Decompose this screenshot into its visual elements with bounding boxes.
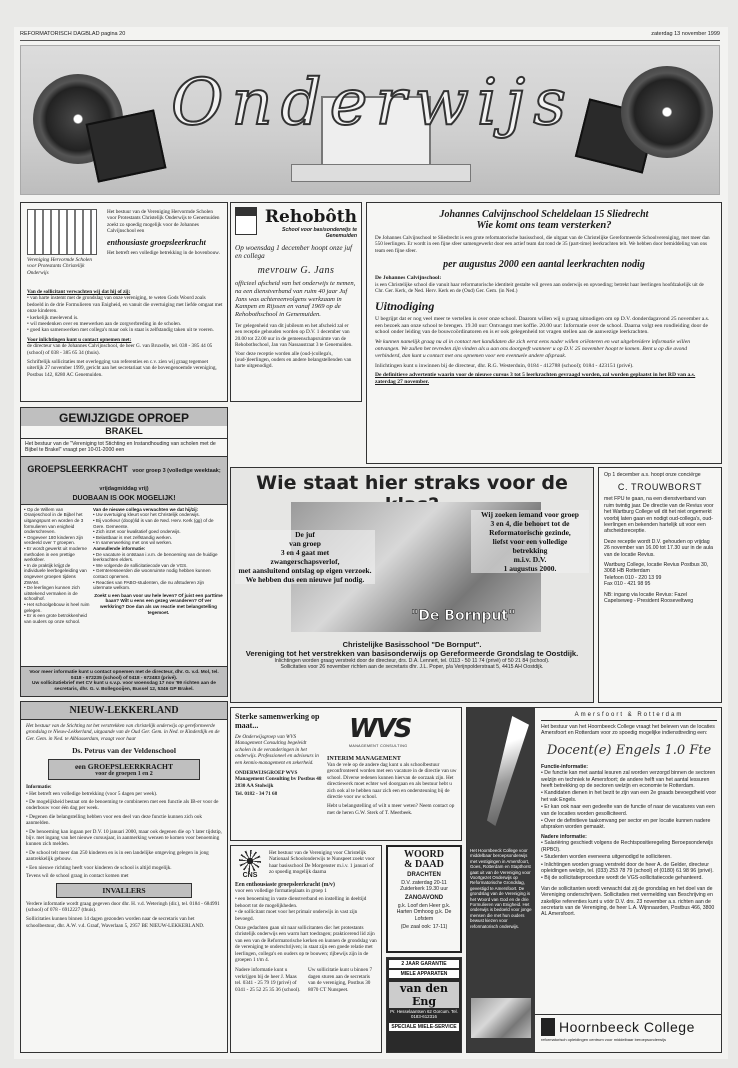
job-title: Docent(e) Engels 1.0 Fte	[546, 742, 712, 758]
callout-line: Wij zoeken iemand voor groep	[481, 510, 579, 519]
list-item: • Geïnteresseerden die woonruimte nodig hebben kunnen contact opnemen.	[93, 568, 224, 579]
function-list	[541, 770, 717, 831]
reception-text: Deze receptie wordt D.V. gehouden op vrijdag 26 november van 16.00 tot 17.30 uur in de aula van de locatie Revius.	[604, 538, 714, 558]
list-item: • Het schoolgebouw is heel ruim gelegen.	[24, 602, 90, 613]
guarantee-tag: 2 JAAR GARANTIE	[389, 960, 459, 968]
ad-title-line1: WOORD	[404, 849, 444, 860]
ad-place: BRAKEL	[21, 426, 227, 439]
function-title: Functie-informatie:	[541, 763, 588, 770]
right-callout	[471, 510, 589, 573]
list-item: • De mogelijkheid bestaat om de benoeming te combineren met een functie als IB-er voor de onderbouw voor één dag per week.	[26, 799, 222, 812]
ad-de-bornput	[230, 467, 594, 703]
ad-trouwborst	[598, 467, 722, 703]
list-item: • Er wordt gewerkt uit moderne methoden in een prettige werksfeer.	[24, 546, 90, 563]
callout-line: De juf	[295, 530, 315, 539]
list-item: • Een nieuwe richting heeft voor kinderen de school is altijd mogelijk.	[26, 865, 222, 871]
reception-text: Ter gelegenheid van dit jubileum en het afscheid zal er een receptie gehouden worden op D.V. 1 december van 20.00 tot 22.00 uur in de gemeenschapsruimte van de Rehobothschool, Jan van Nassaustraat 3 te Genemuiden.	[235, 322, 353, 349]
closing-text: Van de sollicitanten wordt verwacht dat zij de grondslag en het doel van de Vereniging onderschrijven. Sollicitaties met vermelding van Beschrijving en zakelijke referenties kunt u vóór D.V. drs. 23 november a.s. richten aan de secretaris van de Vereniging, de heer L.A. Wijnnaarden, Postbus 466, 3800 AL Amersfoort.	[541, 885, 715, 918]
interim-title: INTERIM MANAGEMENT	[327, 756, 401, 762]
org-line: voor Protestants Christelijk Onderwijs	[27, 263, 85, 276]
deadline-text: Uw sollicitatiebrief met CV kunt u s.v.p. voor woensdag 17 nov '99 richten aan de secretaris, dhr. G. v. Bollegooijen, Bussel 12, 5346 GP Brakel.	[32, 681, 216, 693]
list-item: • In de praktijk krijgt de individuele leerbegeleiding van ongeveer groepen tijdens ZWAM.	[24, 563, 90, 585]
ad-nieuw-lekkerland	[20, 701, 228, 1053]
person-name: C. TROUWBORST	[617, 482, 703, 493]
list-item: • Bij voorkeur (doop)lid is van de Ned. Herv. Kerk (gg) of de Gere. Gemeente.	[93, 518, 224, 529]
ad-title: Sterke samenwerking op maat...	[235, 712, 320, 730]
brand-name: van den Eng	[389, 982, 459, 1008]
contact-text: Hebt u belangstelling of wilt u meer weten? Neem contact op met de heren G.W. Sterk of T. Meerbeek.	[327, 803, 455, 816]
ad-title-line2: & DAAD	[404, 859, 444, 870]
ad-rehoboth	[230, 202, 362, 402]
deadline-text: Sollicitaties voor 26 november richten aan de secretaris dhr. J.L. Poper, p/a Verijnpolderstraat 5, 4415 AH Oostdijk.	[280, 664, 544, 671]
final-notice: De definitieve advertentie waarin voor de nieuwe cursus 3 tot 5 leerkrachten gevraagd worden, zal worden geplaatst in het RD van a.s. zaterdag 27 november.	[375, 372, 696, 386]
invitation-heading: Uitnodiging	[375, 298, 435, 313]
school-name: Ds. Petrus van der Veldenschool	[72, 746, 176, 756]
ad-hoornbeeck	[466, 707, 722, 1053]
callout-line: met aansluitend ontslag op eigen verzoek.	[238, 566, 372, 575]
school-sign: "De Bornput"	[411, 608, 516, 624]
left-callout	[235, 530, 375, 584]
brand-name: Hoornbeeck College	[559, 1019, 695, 1035]
ad-cns	[230, 845, 382, 1053]
date-line: Op woensdag 1 december hoopt onze juf en collega	[235, 243, 352, 261]
list-item: • Belastbaar is met zelfstandig werken.	[93, 535, 224, 541]
ad-italic-text: De Onderwijsgroep van WVS Management Consulting begeleidt scholen in de veranderingen in het onderwijs. Professioneel en adviseurs in een kennis-management en zekerheid.	[235, 734, 319, 766]
wvs-logo: WVS	[349, 714, 411, 744]
list-item: • Over de definitieve taakomvang per sector en per locatie kunnen nadere afspraken worden gemaakt.	[541, 818, 717, 831]
job-points	[235, 896, 377, 922]
choirs-text: g.k. Loof den Heer g.k. Harten Omhoog g.k. De Lofstem	[396, 902, 452, 922]
list-item: • een benoeming in vaste dienstverband en instelling in deeltijd behoort tot de mogelijkheden.	[235, 896, 377, 909]
nadere-title: Nadere informatie:	[541, 833, 587, 840]
ad-intro: Het bestuur van de Vereniging Hervormde Scholen voor Protestants Christelijk Onderwijs te Genemuiden zoekt zo spoedig mogelijk voor de Johannes Calvijnschool een	[107, 209, 220, 235]
list-item: • Op de Willem van Oranjeschool in de Bijbel het uitgangspunt en worden de 3 formulieren van enigheid onderschreven.	[24, 507, 90, 535]
quill-icon	[473, 716, 529, 826]
list-item: • Inlichtingen worden graag verstrekt door de heer A. de Gelder, directeur opleidingen welzijn, tel. (033) 253 78 79 (school) of (0180) 61 98 96 (privé).	[541, 862, 717, 875]
ad-title: Johannes Calvijnschool Scheldelaan 15 Sliedrecht	[439, 209, 649, 220]
callout-line: van groep	[289, 539, 321, 548]
ad-intro: Het bestuur van het Hoornbeeck College vraagt het beleven van de locaties Amersfoort en Rotterdam voor zo spoedig mogelijke indiensttreding een:	[541, 724, 715, 737]
callout-line: 3 en 4, die behoort tot de	[490, 519, 570, 528]
sidebar-panel	[467, 708, 535, 1053]
closing-text: Schriftelijk sollicitaties met overlegging van referenties en c.v. zien wij graag tegemoet uiterlijk 27 november 1999, gericht aan het secretariaat van de bovengenoemde vereniging, Postbus 142, 8280 AC Genemuiden.	[27, 359, 217, 378]
banner-title: Onderwijs	[171, 66, 575, 140]
cns-logo-text: CNS	[242, 872, 258, 879]
ad-van-den-eng	[386, 957, 462, 1053]
hoornbeeck-logo-icon	[541, 1018, 555, 1036]
farewell-text: met FPU te gaan, na een dienstverband van ruim twintig jaar. De directie van de Revius voor het Wartburg College wil dit het niet ongemerkt voorbij laten gaan en nodigt oud-collega's, oud-leerlingen en bekenden hartelijk uit voor een afscheidsreceptie.	[604, 496, 714, 535]
expectations-list	[93, 512, 224, 546]
photo	[471, 998, 531, 1038]
brand-address: Pr. Hesselaantsen 62 Gorcum. Tel. 0183-612316	[390, 1009, 458, 1020]
service-tag: SPECIALE MIELE-SERVICE	[389, 1023, 459, 1031]
contact-text: Voor meer informatie kunt u contact opnemen met de directeur, dhr. G. v.d. Mol, tel. 0418 - 672235 (school) of 0418 - 672483 (privé).	[29, 669, 219, 681]
quote-text: Zoekt u een baan voor uw hele leven? Of juist een parttime baan? Wilt u eens een gezeg veranderen? Of ver werkkring? Doe dan als uw reactie met belangstelling tegemoet.	[94, 592, 223, 615]
list-item: • Zich inzet voor kwalitatief goed onderwijs.	[93, 529, 224, 535]
job-title: Een enthousiaste groepsleerkracht (m/v)	[235, 882, 335, 888]
wvs-logo-sub: MANAGEMENT CONSULTING	[349, 744, 408, 748]
ad-place: DRACHTEN	[407, 872, 441, 878]
ad-heading: enthousiaste groepsleerkracht	[107, 237, 206, 247]
callout-line: 1 augustus 2000.	[503, 564, 557, 573]
ad-gewijzigde-oproep	[20, 407, 228, 697]
school-name: Christelijke Basisschool "De Bornput".	[342, 640, 482, 649]
event-date: D.V. zaterdag 20-11 Zuiderkerk 19.30 uur	[400, 880, 448, 893]
ad-sub: Het betreft een volledige betrekking in de bovenbouw.	[107, 249, 220, 256]
application-contact: Uw sollicitatie kunt u binnen 7 dagen sturen aan de secretaris van de vereniging, Postbus 30 8070 CT Nunspeet.	[308, 967, 373, 993]
ad-headline: per augustus 2000 een aantal leerkrachten nodig	[443, 259, 645, 271]
sidebar-text: Het Hoornbeeck College voor middelbaar beroepsonderwijs met vestigingen in Amersfoort, Goes, Rotterdam en Stapthorst gaat uit van de Vereniging voor Voortgezet Onderwijs op Reformatorische Grondslag, gevestigd te Amersfoort. De grondslag van de Vereniging is het Woord van God en de drie Formulieren van Enigheid. Het onderwijs is bedoeld voor jonge mensen die met hun ouders bewust kiezen voor reformatorisch onderwijs.	[470, 848, 532, 929]
ad-wvs	[230, 707, 462, 841]
info-contact: Nadere informatie kunt u verkrijgen bij de heer J. Maas tel. 0341 - 25 79 19 (privé) of 0341 - 25 52 25 35 36 (school).	[235, 967, 301, 993]
list-item: • De vacature is ontstaan i.v.m. de benoeming van de huidige leerkrachten elders.	[93, 552, 224, 563]
list-item: • Bij de sollicitatieprocedure wordt de VGS-sollicitatiecode gehanteerd.	[541, 875, 717, 881]
body-text: Onze gedachten gaan uit naar sollicitanten die: het protestants christelijk onderwijs een warm hart toedragen; prakticerend lid zijn van een van de Reformatorische kerken en kunnen de grondslag van de vereniging te onderschrijven; in staat zijn een goede relatie met leerlingen, collega's en ouders op te bouwen; rijbewijs zijn in de groepen 1 t/m 4.	[235, 925, 377, 964]
cd-disc-icon	[621, 66, 713, 158]
info-title: Informatie:	[26, 784, 52, 791]
invitation-italic: We kunnen namelijk graag nu al in contact met kandidaten die zich eerst eens nader willen oriënteren en wat uitgebreidere informatie willen ontvangen. We zullen het tevreden zijn vinden als u aan ons doorgeeft wanneer u op D.V. 25 november hoopt te komen. Bent u op die avond verhinderd, dan kunt u contact met ons opnemen voor een eventuele andere afspraak.	[375, 339, 690, 359]
ad-hervormde-scholen	[20, 202, 228, 402]
info-title: Voor inlichtingen kunt u contact opnemen met:	[27, 336, 132, 343]
school-crest-icon	[235, 207, 257, 235]
miele-tag: MIELE APPARATEN	[389, 970, 459, 978]
list-item: • Uw overtuiging kleurt voor het Christelijk onderwijs.	[93, 512, 224, 518]
job-sub: voor groep 3 (volledige weektaak; vrijdagmiddag vrij)	[99, 467, 221, 492]
callout-line: betrekking	[512, 546, 548, 555]
ad-headline: Wie staat hier straks voor de	[256, 472, 568, 494]
list-item: • Kandidaten dienen in het bezit te zijn van een 2e graads bevoegdheid voor het vak Engels.	[541, 790, 717, 803]
ad-intro: Op 1 december a.s. hoopt onze conciërge	[604, 472, 701, 478]
brand-sub: reformatorisch opleidingen centrum voor middelbaar beroepsonderwijs	[541, 1037, 666, 1042]
page-header	[20, 31, 720, 41]
org-text: is een Christelijke school die vanuit haar reformatorische identiteit gestalte wil geven aan onderwijs en opvoeding; betrekt haar leerlingen hoofdzakelijk uit de Chr. Ger. Kerk, de Ned. Herv. Kerk en de (Oud) Ger. Gem. (in Ned.)	[375, 282, 704, 295]
event-type: ZANGAVOND	[404, 894, 444, 901]
list-item: • De school telt meer dan 250 kinderen en is in een landelijke omgeving gelegen in jong aantrekkelijk gebouw.	[26, 850, 222, 863]
info-text: de directeur van de Johannes Calvijnschool, de heer G. van Bruxelle, tel. 038 - 385 44 05 (school) of 038 - 385 65 34 (thuis).	[27, 343, 213, 356]
list-item: • Studenten worden eveneens uitgenodigd te solliciteren.	[541, 854, 717, 860]
list-item: • We volgende de sollicitatiecode van de VGS.	[93, 563, 224, 569]
keyboard-icon	[291, 164, 471, 182]
nadere-list	[541, 840, 717, 881]
list-item: • In samenwerking met ons wil werken.	[93, 540, 224, 546]
newspaper-page	[14, 27, 728, 1059]
expectations-title: Van de nieuwe collega verwachten we dat hij/zij:	[93, 506, 199, 512]
list-item: • Ongeveer 180 kinderen zijn verdeeld over 7 groepen.	[24, 535, 90, 546]
contact-text: Inlichtingen kunt u inwinnen bij de directeur, dhr. R.G. Westerduin, 0184 - 412788 (school); 0184 - 423151 (privé).	[375, 362, 634, 369]
locations-line: Amersfoort & Rotterdam	[541, 712, 717, 721]
cns-logo-icon	[239, 850, 261, 872]
ad-subtitle: Wie komt ons team versterken?	[476, 220, 612, 231]
job-title: een GROEPSLEERKRACHT	[74, 762, 174, 772]
extra-info-list	[93, 552, 224, 591]
entry-text: (De zaal ook: 17-11)	[400, 924, 448, 931]
callout-line: m.i.v. D.V.	[513, 555, 547, 564]
deadline-text: Sollicitaties kunnen binnen 14 dagen gezonden worden naar de secretaris van het schoolbestuur, dhr. A.W. v.d. Graaf, Waverlaan 5, 2957 BE NIEUW-LEKKERLAND.	[26, 916, 205, 929]
list-item: • wil meedenken over en meewerken aan de zorgverbreding in de scholen.	[27, 321, 223, 327]
school-facts-list	[24, 507, 90, 624]
ad-intro: De Johannes Calvijnschool te Sliedrecht is een grote reformatorische basisschool, die uitgaat van de Christelijke Gereformeerde Schoolvereniging, met meer dan 550 leerlingen. Er wordt in een fijne sfeer samengewerkt door een actief team dat rond de 35 (part-time) leerkrachten telt. We hebben door bemiddeling van ons team een fijne sfeer.	[375, 235, 710, 254]
nb-text: NB: ingang via locatie Revius: Fazel Capelseweg - President Rooseveltweg	[604, 591, 694, 605]
list-item: • Er kan ook naar een gedeelte van de functie of naar de vacatures van een van de locaties worden gesolliciteerd.	[541, 804, 717, 817]
contact-text: Verdere informatie wordt graag gegeven door dhr. H. v.d. Weteringh (dir.), tel. 0184 - 684991 (school) of 078 - 6912227 (thuis).	[26, 900, 220, 913]
list-item: • kerkelijk meelevend is.	[27, 315, 223, 321]
list-item: • De benoeming kan ingaan per D.V. 10 januari 2000, maar ook degenen die op 't later tijdstip, bijv. met ingang van het nieuwe cursusjaar, in aanmerking wensen te komen voor benoeming kunnen zich melden.	[26, 829, 222, 848]
ad-intro: Het bestuur van de Stichting tot het verstrekken van christelijk onderwijs op gereformeerde grondslag te Nieuw-Lekkerland, uitgaande van de Oud Ger. Gem. in Ned. te Kinderdijk en de Ger. Gem. in Ned. te Alblasserdam, vraagt voor haar	[26, 723, 220, 742]
list-item: • van harte instemt met de grondslag van onze vereniging, te weten Gods Woord zoals bedoeld in de drie Formulieren van Enigheid, en vanuit die overtuiging met liefde omgaat met onze kinderen.	[27, 295, 223, 314]
ad-title: NIEUW-LEKKERLAND	[21, 702, 227, 720]
ad-intro: Het bestuur van de Vereniging voor Christelijk Nationaal Schoolonderwijs te Nunspeet zoekt voor haar basisschool De Morgenster m.i.v. 1 januari of zo spoedig mogelijk daarna	[269, 850, 375, 876]
callout-line: liefst voor een volledige	[492, 537, 568, 546]
school-subtitle: School voor basisonderwijs te Genemuiden	[282, 227, 357, 240]
list-item: • Er is een grote betrokkenheid van ouders op onze school.	[24, 613, 90, 624]
info-list	[26, 791, 222, 871]
header-left: REFORMATORISCH DAGBLAD pagina 20	[20, 31, 126, 37]
org-address: ONDERWIJSGROEP WVS Management Consulting bv Postbus 48 2830 AA Stolwijk	[235, 770, 322, 789]
callout-line: We hebben dus een nieuwe juf nodig.	[245, 575, 365, 584]
ad-title: GEWIJZIGDE OPROEP	[21, 408, 227, 426]
farewell-text: officieel afscheid van het onderwijs te nemen, na een dienstverband van ruim 40 jaar Juf Jans was achtereenvolgens werkzaam in Kampen en Rijssen en vanaf 1969 op de Rehobothschool in Genemuiden.	[235, 280, 356, 319]
ad-woord-daad	[386, 845, 462, 953]
job-title: GROEPSLEERKRACHT	[27, 463, 128, 474]
ad-intro: Het bestuur van de "Vereniging tot Stichting en Instandhouding van scholen met de Bijbel te Brakel" vraagt per 10-01-2000 een	[25, 441, 216, 454]
invitation-text: U begrijpt dat er nog veel meer te vertellen is over onze school. Daarom willen wij u graag uitnodigen om op D.V. donderdagavond 25 november a.s. een bezoek aan onze school te brengen. 19.30 uur: Ontvangst met koffie. 20.00 uur: Informatie over de school. Daarna volgt een rondleiding door de school onder leiding van de bouwcoördinatoren en is er ook gelegenheid tot vragen stellen aan de aanwezige leerkrachten.	[375, 315, 710, 336]
fax-text: Fax 010 - 421 98 95	[604, 581, 651, 588]
phone-text: Tel. 0182 - 34 71 68	[235, 791, 278, 798]
invallers-label: INVALLERS	[56, 883, 192, 898]
req-title: Van de sollicitant verwachten wij dat hij of zij:	[27, 289, 131, 295]
phone-text: Telefoon 010 - 220 13 99	[604, 574, 662, 581]
org-label: De Johannes Calvijnschool:	[375, 275, 442, 282]
info-text: Inlichtingen worden graag verstrekt door de directeur, drs. D.A. Lennert, tel. 0113 - 50 11 74 (privé) of 50 21 84 (school).	[274, 658, 550, 664]
ad-calvijnschool	[366, 202, 722, 464]
req-list	[27, 295, 223, 333]
section-banner	[20, 45, 720, 195]
list-item: • Salariëring geschiedt volgens de Rechtspositieregeling Beroepsonderwijs (RPBO).	[541, 840, 717, 853]
list-item: • Het betreft een volledige betrekking (voor 5 dagen per week).	[26, 791, 222, 797]
invite-text: Voor deze receptie worden alle (oud-)collega's, (oud-)leerlingen, ouders en andere belangstellenden van harte uitgenodigd.	[235, 350, 352, 370]
school-logo	[27, 209, 97, 255]
list-item: • De functie kan met aantal lesuren zal worden verzorgd binnen de sectoren welzijn en techniek te Amersfoort; de andere helft van het aantal lessuren heeft betrekking op de sectoren welzijn en economie te Rotterdam.	[541, 770, 717, 789]
callout-line: 3 en 4 gaat met	[280, 548, 330, 557]
callout-line: zwangerschapsverlof,	[270, 557, 340, 566]
job-sub: voor een volledige formatieplaats in groep 1	[235, 888, 327, 894]
list-item: • De leerlingen kunnen zich uitstekend vermaken in de schoolhof.	[24, 585, 90, 602]
list-item: • Reacties van PABO-studenten, die nu afstuderen zijn uitermate welkom.	[93, 580, 224, 591]
person-name: mevrouw G. Jans	[257, 265, 335, 276]
school-name: Rehobôth	[264, 207, 357, 227]
floppy-disk-icon	[86, 109, 167, 182]
list-item: • goed kan samenwerken met collega's maar ook in staat is zelfstandig taken uit te voeren.	[27, 327, 223, 333]
list-item: • de sollicitant moet voor het primair onderwijs in vast zijn bevoegd.	[235, 909, 377, 922]
list-item: • Degenen die belangstelling hebben voor een deel van deze functie kunnen zich ook aanmelden.	[26, 814, 222, 827]
extra-info-title: Aanvullende informatie:	[93, 545, 146, 551]
callout-line: Reformatorische gezinde,	[489, 528, 571, 537]
header-right: zaterdag 13 november 1999	[651, 31, 720, 37]
job-sub: voor de groepen 1 en 2	[95, 771, 153, 778]
org-line: Vereniging Hervormde Scholen	[27, 257, 92, 263]
interim-text: Van de vele op de andere dag kunt u als schoolbestuur geconfronteerd worden met een vacature in de directie van uw school. Diverse redenen kunnen hiervan de oorzaak zijn. Het directiewerk moet echter wel doorgaan en als bestuur hebt u zich ook al te hebben naar zich een en ondersteuning bij de directie voor uw school.	[327, 762, 457, 801]
notice-text: Tevens wil de school graag in contact komen met	[26, 873, 129, 880]
address-text: Wartburg College, locatie Revius Postbus 30, 3068 HB Rotterdam	[604, 562, 709, 575]
duobaan-notice: DUOBAAN IS OOK MOGELIJK!	[72, 494, 176, 502]
association-name: Vereniging tot het verstrekken van basisonderwijs op Gereformeerde Grondslag te Oostdijk.	[245, 649, 579, 658]
